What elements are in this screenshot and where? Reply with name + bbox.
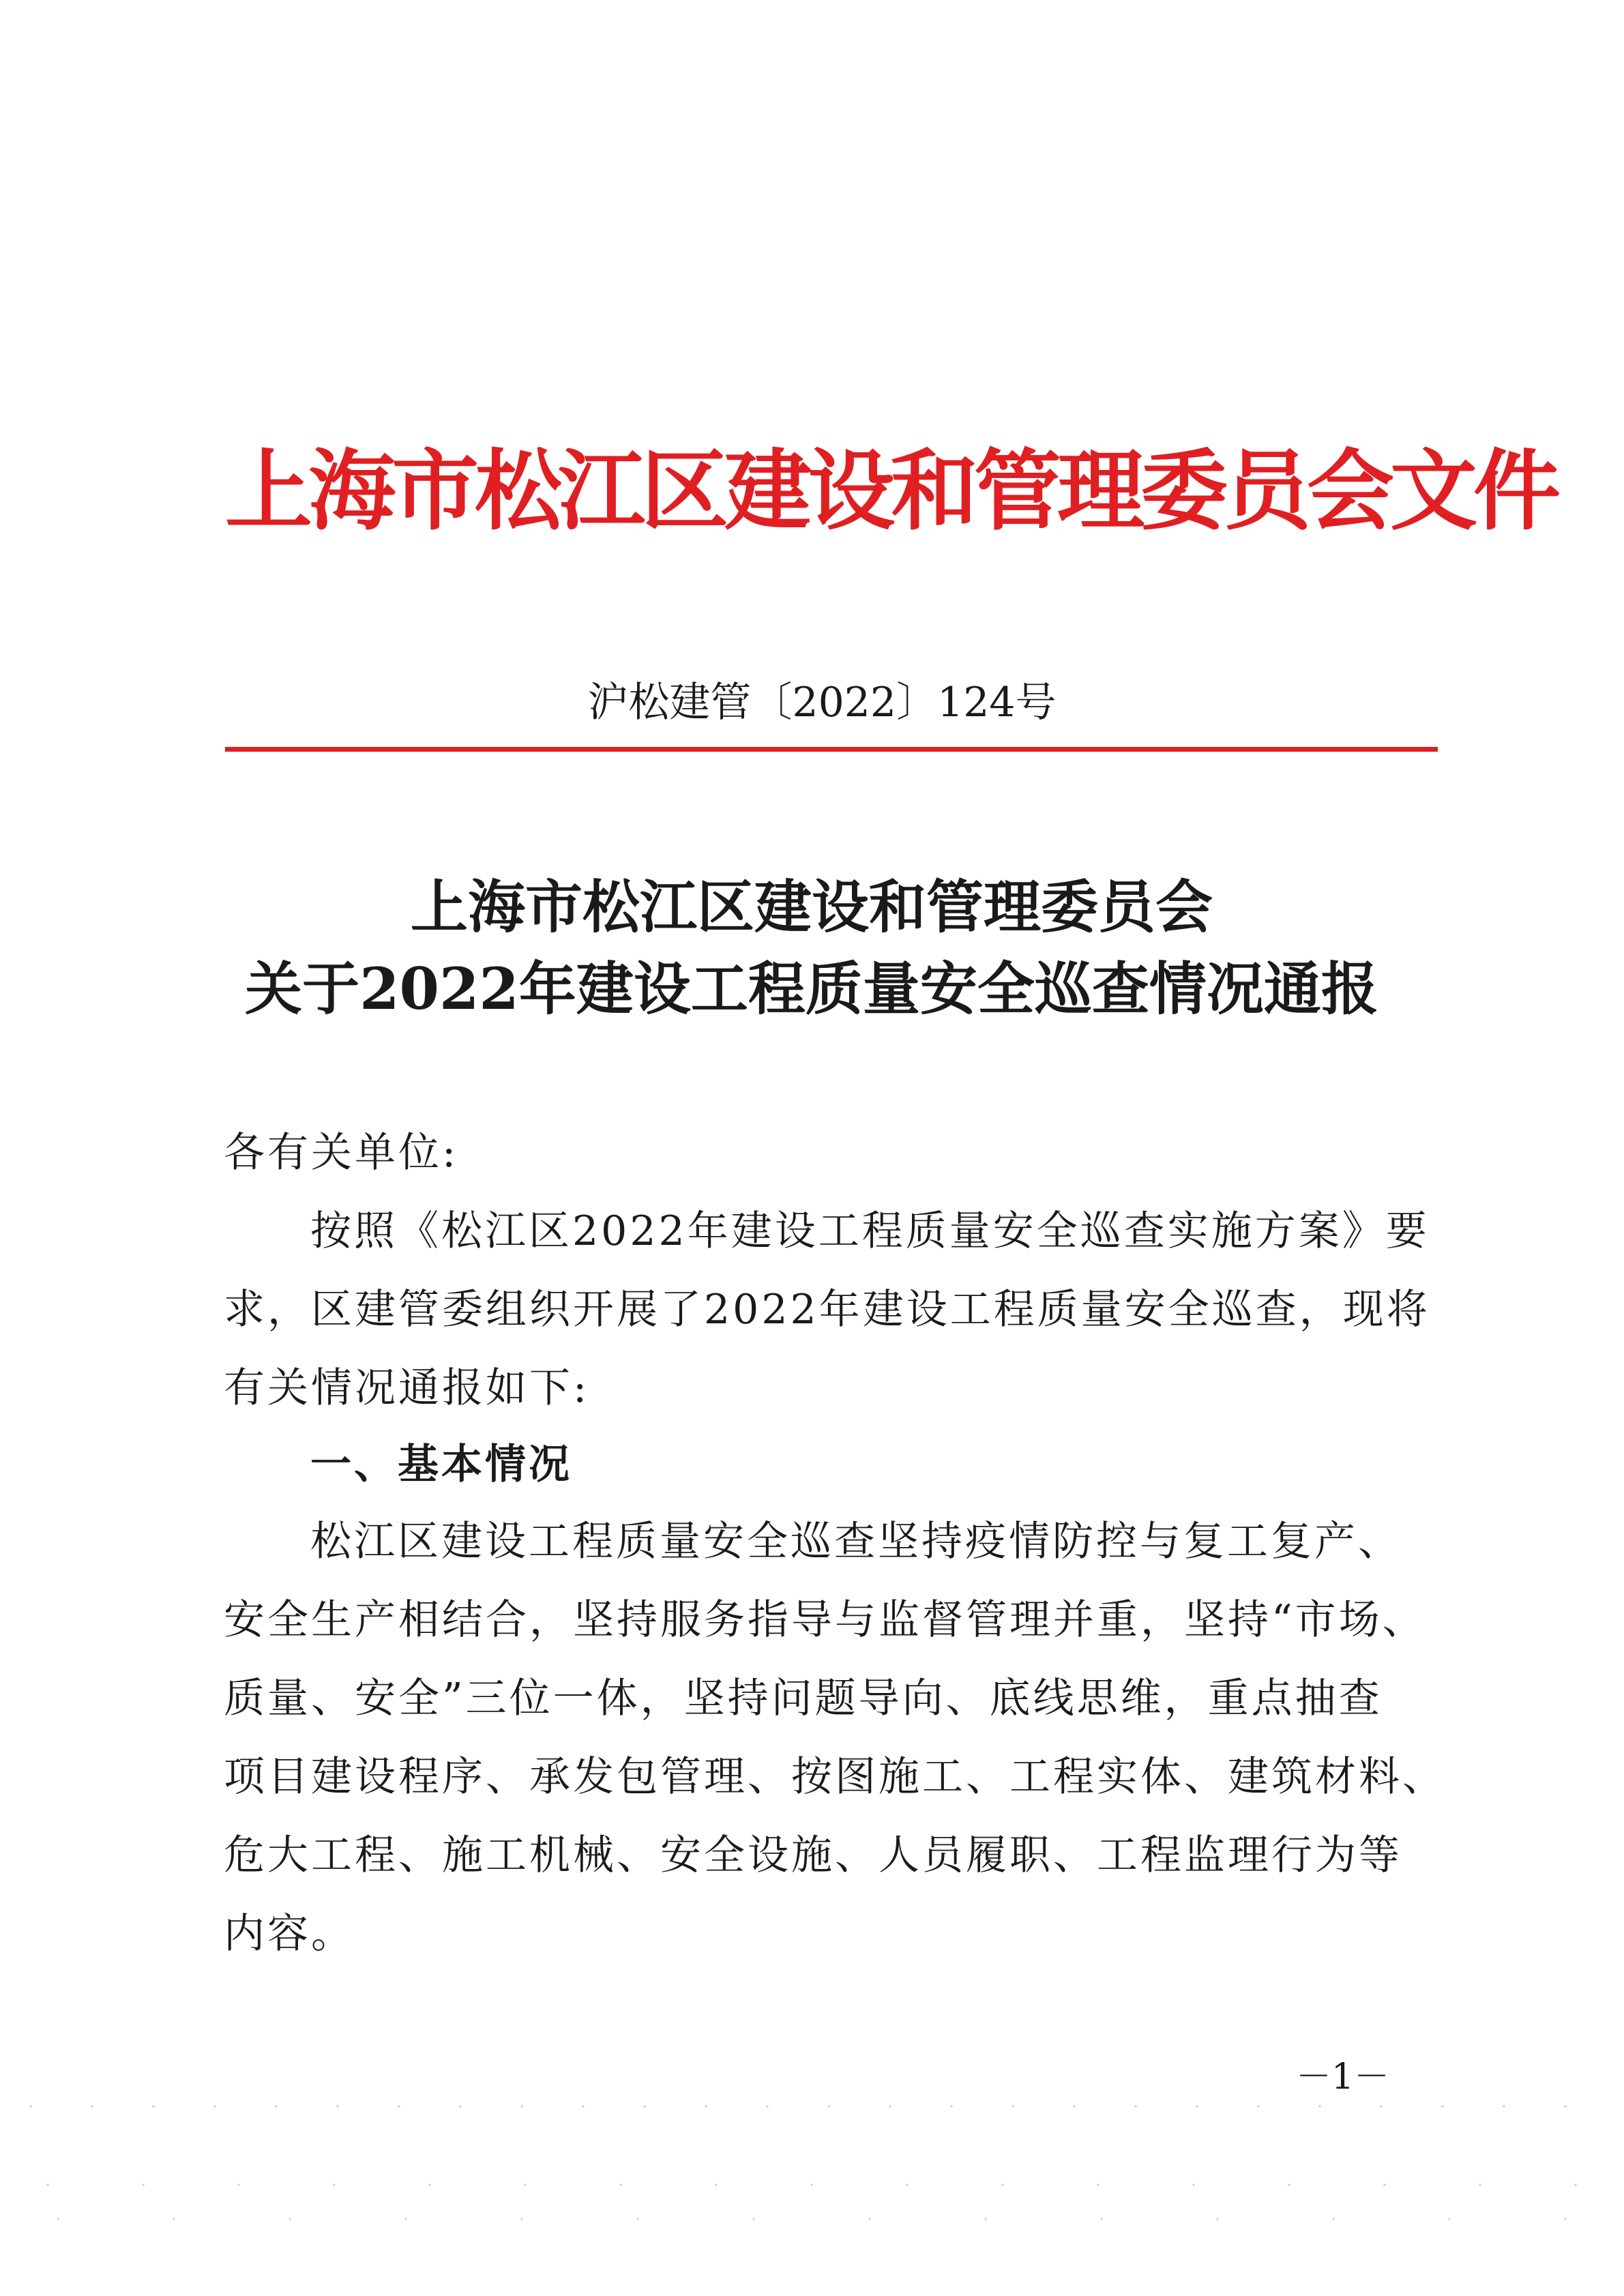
scan-artifact-row [0, 2104, 1624, 2108]
paragraph-1-line: 有关情况通报如下: [224, 1364, 590, 1412]
paragraph-1-line: 按照《松江区2022年建设工程质量安全巡查实施方案》要 [310, 1207, 1430, 1255]
issuer-header: 上海市松江区建设和管理委员会文件 [225, 440, 1557, 542]
paragraph-2-line: 项目建设程序、承发包管理、按图施工、工程实体、建筑材料、 [224, 1753, 1446, 1801]
section-heading-basic-situation: 一、基本情况 [310, 1441, 572, 1488]
paragraph-2-line: 内容。 [224, 1910, 355, 1958]
paragraph-2-line: 危大工程、施工机械、安全设施、人员履职、工程监理行为等 [224, 1831, 1402, 1879]
paragraph-2-line: 质量、安全”三位一体，坚持问题导向、底线思维，重点抽查 [224, 1675, 1383, 1722]
scan-artifact-row [0, 2217, 1624, 2221]
scan-artifact-row [0, 2183, 1624, 2187]
document-number: 沪松建管〔2022〕124号 [587, 679, 1057, 726]
paragraph-2-line: 松江区建设工程质量安全巡查坚持疫情防控与复工复产、 [310, 1518, 1402, 1565]
salutation: 各有关单位: [224, 1129, 459, 1177]
document-title-line-1: 上海市松江区建设和管理委员会 [410, 873, 1213, 941]
document-title-line-2: 关于2022年建设工程质量安全巡查情况通报 [245, 955, 1378, 1022]
page-number: －1－ [1296, 2057, 1390, 2098]
paragraph-2-line: 安全生产相结合，坚持服务指导与监督管理并重，坚持“市场、 [224, 1596, 1426, 1644]
red-divider [225, 747, 1438, 752]
paragraph-1-line: 求，区建管委组织开展了2022年建设工程质量安全巡查，现将 [224, 1286, 1430, 1334]
